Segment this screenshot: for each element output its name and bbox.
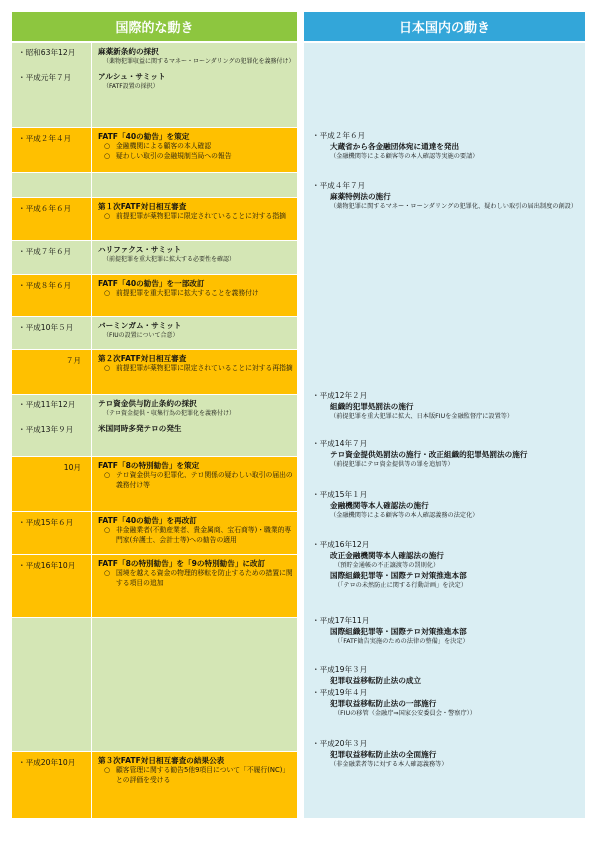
domestic-event-title: 改正金融機関等本人確認法の施行 bbox=[330, 551, 444, 560]
international-date-cell bbox=[12, 317, 91, 349]
domestic-event bbox=[312, 616, 580, 646]
international-event bbox=[98, 559, 293, 588]
international-event bbox=[98, 354, 293, 374]
international-event-detail: （テロ資金提供・収集行為の犯罪化を義務付け） bbox=[103, 410, 236, 417]
international-event-title: 第３次FATF対日相互審査の結果公表 bbox=[98, 756, 225, 765]
circle-bullet-icon: ○ bbox=[104, 142, 111, 150]
international-date-cell bbox=[12, 555, 91, 617]
circle-bullet-icon: ○ bbox=[104, 289, 111, 297]
international-event-cell bbox=[91, 457, 297, 511]
international-date-cell bbox=[12, 173, 91, 197]
international-date-cell bbox=[12, 395, 91, 456]
domestic-event-detail: （前提犯罪にテロ資金提供等の罪を追加等） bbox=[330, 461, 454, 468]
international-event-bullet bbox=[98, 526, 293, 545]
international-event-title: バーミンガム・サミット bbox=[98, 321, 182, 330]
circle-bullet-icon: ○ bbox=[104, 569, 111, 577]
international-event-date: ・平成13年９月 bbox=[18, 425, 74, 434]
international-date-cell bbox=[12, 350, 91, 394]
domestic-event-title: 犯罪収益移転防止法の全面施行 bbox=[330, 750, 437, 759]
international-event-bullet bbox=[98, 569, 293, 588]
international-event bbox=[98, 321, 293, 340]
domestic-event-date: ・平成19年４月 bbox=[312, 688, 368, 697]
international-event-cell bbox=[91, 241, 297, 274]
international-event-title: 第１次FATF対日相互審査 bbox=[98, 202, 187, 211]
international-event bbox=[98, 245, 293, 264]
circle-bullet-icon: ○ bbox=[104, 212, 111, 220]
international-event-title: FATF「40の勧告」を策定 bbox=[98, 132, 190, 141]
domestic-event-title: 組織的犯罪処罰法の施行 bbox=[330, 402, 414, 411]
international-event-bullet bbox=[98, 212, 293, 222]
international-row bbox=[12, 275, 297, 316]
international-bullet-text: 疑わしい取引の金融規制当局への報告 bbox=[116, 151, 232, 160]
domestic-event-date: ・平成15年１月 bbox=[312, 490, 368, 499]
international-event-title: 第２次FATF対日相互審査 bbox=[98, 354, 187, 363]
domestic-event bbox=[312, 181, 580, 211]
international-event-date: ・平成15年６月 bbox=[18, 518, 74, 527]
international-date-cell bbox=[12, 512, 91, 554]
international-event bbox=[98, 756, 293, 785]
international-event-title: アルシュ・サミット bbox=[98, 72, 166, 81]
domestic-event-detail: （薬物犯罪に関するマネー・ローンダリングの犯罪化、疑わしい取引の届出制度の創設） bbox=[330, 203, 578, 210]
international-date-cell bbox=[12, 618, 91, 751]
international-event-date: ・平成10年５月 bbox=[18, 323, 74, 332]
international-event-cell bbox=[91, 198, 297, 240]
domestic-event-detail: （金融機関等による顧客等の本人確認等実施の要請） bbox=[330, 153, 479, 160]
domestic-event-title: 国際組織犯罪等・国際テロ対策推進本部 bbox=[330, 627, 467, 636]
international-event-bullet bbox=[98, 152, 293, 162]
international-event bbox=[98, 72, 293, 91]
international-event-title: FATF「8の特別勧告」を策定 bbox=[98, 461, 200, 470]
domestic-event bbox=[312, 490, 580, 520]
international-date-cell bbox=[12, 128, 91, 172]
international-date-cell bbox=[12, 457, 91, 511]
international-event-cell bbox=[91, 275, 297, 316]
international-event-date: 10月 bbox=[63, 463, 81, 472]
domestic-event-detail: （前提犯罪を重大犯罪に拡大、日本版FIUを金融監督庁に設置等） bbox=[330, 413, 514, 420]
international-event-date: ・平成16年10月 bbox=[18, 561, 76, 570]
domestic-event bbox=[312, 688, 580, 718]
international-row bbox=[12, 555, 297, 617]
international-event bbox=[98, 202, 293, 222]
circle-bullet-icon: ○ bbox=[104, 364, 111, 372]
international-bullet-text: 前提犯罪が薬物犯罪に限定されていることに対する指摘 bbox=[116, 212, 286, 220]
circle-bullet-icon: ○ bbox=[104, 151, 111, 160]
international-event-title: テロ資金供与防止条約の採択 bbox=[98, 399, 197, 408]
international-event-title: FATF「40の勧告」を一部改訂 bbox=[98, 279, 205, 288]
circle-bullet-icon: ○ bbox=[104, 526, 111, 534]
international-event-bullet bbox=[98, 364, 293, 374]
domestic-event-title: 犯罪収益移転防止法の成立 bbox=[330, 676, 422, 685]
domestic-event-detail: （預貯金通帳の不正譲渡等の罰則化） bbox=[334, 562, 440, 569]
international-row bbox=[12, 350, 297, 394]
international-event-cell bbox=[91, 618, 297, 751]
international-event bbox=[98, 461, 293, 490]
international-event-title: FATF「8の特別勧告」を「9の特別勧告」に改訂 bbox=[98, 559, 266, 568]
circle-bullet-icon: ○ bbox=[104, 766, 111, 774]
domestic-event-title: テロ資金提供処罰法の施行・改正組織的犯罪処罰法の施行 bbox=[330, 450, 528, 459]
international-row bbox=[12, 317, 297, 349]
international-event bbox=[98, 516, 293, 545]
domestic-event-date: ・平成16年12月 bbox=[312, 540, 370, 549]
international-date-cell bbox=[12, 752, 91, 818]
international-event-date: ・平成11年12月 bbox=[18, 400, 76, 409]
international-bullet-text: 前提犯罪を重大犯罪に拡大することを義務付け bbox=[116, 289, 259, 297]
international-event-date: ７月 bbox=[65, 356, 81, 365]
international-event-title: 麻薬新条約の採択 bbox=[98, 47, 159, 56]
domestic-event-title: 犯罪収益移転防止法の一部施行 bbox=[330, 699, 437, 708]
domestic-event bbox=[312, 739, 580, 769]
international-bullet-text: 前提犯罪が薬物犯罪に限定されていることに対する再指摘 bbox=[116, 364, 293, 372]
international-event-detail: （薬物犯罪収益に関するマネー・ローンダリングの犯罪化を義務付け） bbox=[103, 58, 295, 65]
domestic-header: 日本国内の動き bbox=[304, 12, 585, 41]
international-event-date: ・平成元年７月 bbox=[18, 73, 72, 82]
international-row bbox=[12, 457, 297, 511]
international-event bbox=[98, 47, 293, 66]
international-event-cell bbox=[91, 350, 297, 394]
circle-bullet-icon: ○ bbox=[104, 471, 111, 479]
domestic-event-title: 大蔵省から各金融団体宛に通達を発出 bbox=[330, 142, 460, 151]
domestic-event bbox=[312, 540, 580, 590]
international-event-bullet bbox=[98, 766, 293, 785]
international-row bbox=[12, 618, 297, 751]
international-event-cell bbox=[91, 512, 297, 554]
international-event bbox=[98, 399, 293, 418]
international-event-title: 米国同時多発テロの発生 bbox=[98, 424, 182, 433]
international-event-date: ・昭和63年12月 bbox=[18, 48, 76, 57]
domestic-event-date: ・平成14年７月 bbox=[312, 439, 368, 448]
international-event-detail: （前提犯罪を重大犯罪に拡大する必要性を確認） bbox=[103, 256, 236, 263]
international-event-cell bbox=[91, 752, 297, 818]
international-timeline bbox=[12, 43, 297, 818]
international-row bbox=[12, 43, 297, 127]
international-row bbox=[12, 173, 297, 197]
international-date-cell bbox=[12, 43, 91, 127]
domestic-event-title: 国際組織犯罪等・国際テロ対策推進本部 bbox=[330, 571, 467, 580]
international-event-cell bbox=[91, 43, 297, 127]
international-bullet-text: 国境を越える資金の物理的移転を防止するための措置に関する項目の追加 bbox=[116, 569, 293, 587]
international-event bbox=[98, 279, 293, 299]
international-bullet-text: 金融機関による顧客の本人確認 bbox=[116, 142, 212, 150]
domestic-event bbox=[312, 131, 580, 161]
international-event-cell bbox=[91, 173, 297, 197]
international-event-date: ・平成20年10月 bbox=[18, 758, 76, 767]
domestic-event-detail: （非金融業者等に対する本人確認義務等） bbox=[330, 761, 448, 768]
international-row bbox=[12, 198, 297, 240]
international-event-title: ハリファクス・サミット bbox=[98, 245, 182, 254]
international-event-date: ・平成７年６月 bbox=[18, 247, 72, 256]
international-event-cell bbox=[91, 395, 297, 456]
domestic-event-date: ・平成４年７月 bbox=[312, 181, 366, 190]
international-event-cell bbox=[91, 128, 297, 172]
domestic-event-detail: （「テロの未然防止に関する行動計画」を決定） bbox=[334, 582, 468, 589]
international-event-date: ・平成２年４月 bbox=[18, 134, 72, 143]
international-event-title: FATF「40の勧告」を再改訂 bbox=[98, 516, 197, 525]
domestic-event-detail: （「FATF勧告実施のための法律の整備」を決定） bbox=[334, 638, 469, 645]
international-date-cell bbox=[12, 198, 91, 240]
international-header: 国際的な動き bbox=[12, 12, 297, 41]
domestic-event-date: ・平成20年３月 bbox=[312, 739, 368, 748]
domestic-timeline bbox=[304, 43, 585, 818]
international-row bbox=[12, 512, 297, 554]
international-bullet-text: 顧客管理に関する勧告5他9項目について「不履行(NC)」との評価を受ける bbox=[116, 766, 290, 784]
domestic-event-date: ・平成19年３月 bbox=[312, 665, 368, 674]
international-event-bullet bbox=[98, 142, 293, 152]
international-event-bullet bbox=[98, 289, 293, 299]
international-row bbox=[12, 241, 297, 274]
domestic-event bbox=[312, 665, 580, 686]
domestic-event bbox=[312, 391, 580, 421]
international-row bbox=[12, 752, 297, 818]
international-event-detail: （FATF設置の採択） bbox=[103, 83, 159, 90]
international-event-cell bbox=[91, 317, 297, 349]
international-date-cell bbox=[12, 275, 91, 316]
domestic-event-date: ・平成17年11月 bbox=[312, 616, 370, 625]
international-row bbox=[12, 395, 297, 456]
international-event-cell bbox=[91, 555, 297, 617]
international-event-bullet bbox=[98, 471, 293, 490]
international-date-cell bbox=[12, 241, 91, 274]
international-event bbox=[98, 424, 293, 434]
domestic-event bbox=[312, 439, 580, 469]
international-event-detail: （FIUの設置について合意） bbox=[103, 332, 179, 339]
international-row bbox=[12, 128, 297, 172]
domestic-event-title: 麻薬特例法の施行 bbox=[330, 192, 391, 201]
international-event bbox=[98, 132, 293, 161]
domestic-event-date: ・平成12年２月 bbox=[312, 391, 368, 400]
international-event-date: ・平成８年６月 bbox=[18, 281, 72, 290]
domestic-event-title: 金融機関等本人確認法の施行 bbox=[330, 501, 429, 510]
domestic-event-detail: （金融機関等による顧客等の本人確認義務の法定化） bbox=[330, 512, 479, 519]
international-event-date: ・平成６年６月 bbox=[18, 204, 72, 213]
domestic-event-date: ・平成２年６月 bbox=[312, 131, 366, 140]
international-bullet-text: テロ資金供与の犯罪化、テロ関係の疑わしい取引の届出の義務付け等 bbox=[116, 471, 293, 489]
international-bullet-text: 非金融業者(不動産業者、貴金属商、宝石商等)・職業的専門家(弁護士、会計士等)への勧告の適用 bbox=[116, 526, 292, 544]
domestic-event-detail: （FIUの移管（金融庁⇒国家公安委員会・警察庁）） bbox=[334, 710, 476, 717]
